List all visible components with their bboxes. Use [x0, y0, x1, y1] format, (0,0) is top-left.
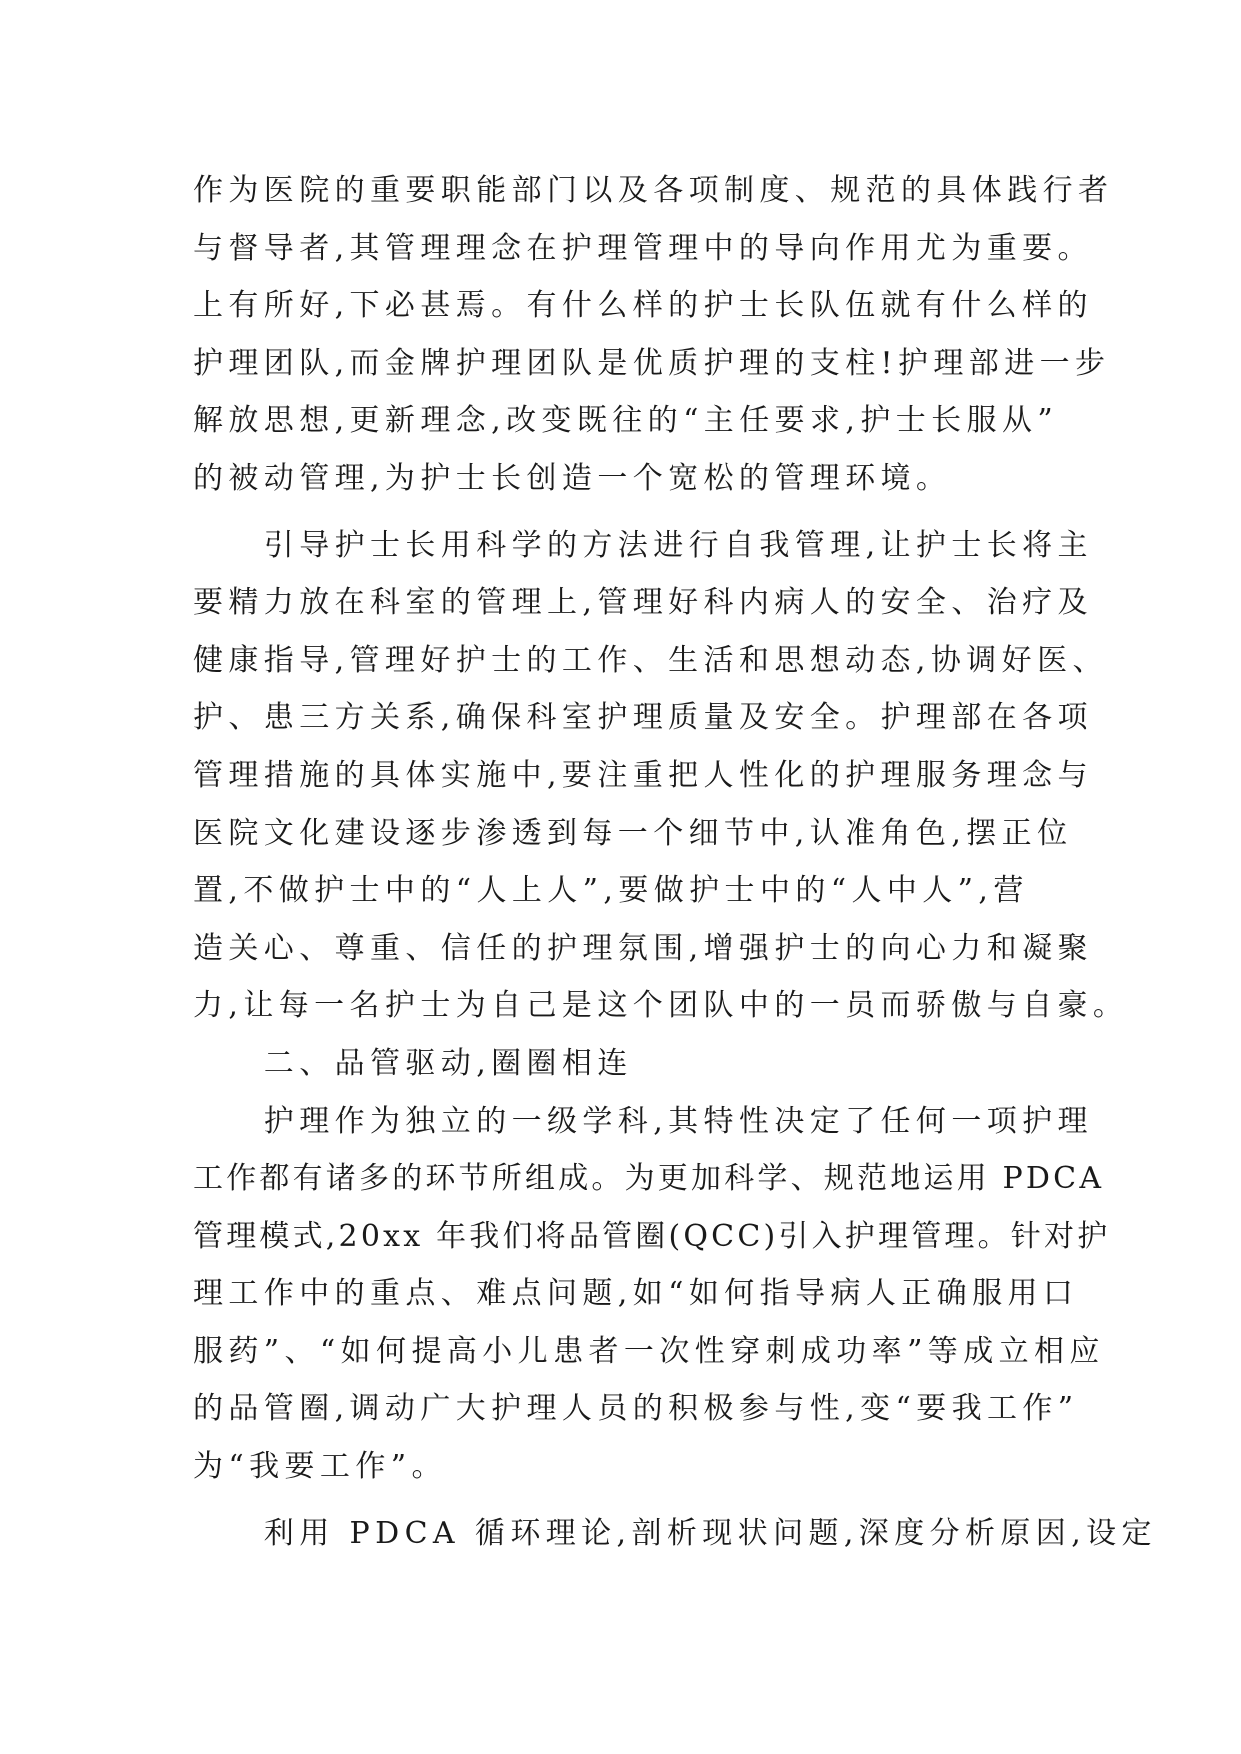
text-line: 管理模式,20xx 年我们将品管圈(QCC)引入护理管理。针对护: [193, 1218, 1111, 1254]
text-line: 置,不做护士中的“人上人”,要做护士中的“人中人”,营: [193, 873, 1029, 909]
paragraph-start-line: 利用 PDCA 循环理论,剖析现状问题,深度分析原因,设定: [193, 1515, 1157, 1551]
paragraph-start-line: 护理作为独立的一级学科,其特性决定了任何一项护理: [193, 1103, 1093, 1139]
text-line: 造关心、尊重、信任的护理氛围,增强护士的向心力和凝聚: [193, 930, 1093, 966]
text-line: 为“我要工作”。: [193, 1449, 447, 1485]
text-line: 医院文化建设逐步渗透到每一个细节中,认准角色,摆正位: [193, 815, 1073, 851]
text-line: 力,让每一名护士为自己是这个团队中的一员而骄傲与自豪。: [193, 988, 1129, 1024]
text-line: 管理措施的具体实施中,要注重把人性化的护理服务理念与: [193, 757, 1093, 793]
text-line: 服药”、“如何提高小儿患者一次性穿刺成功率”等成立相应: [193, 1333, 1105, 1369]
body-text: [193, 162, 1157, 1562]
section-heading: 二、品管驱动,圈圈相连: [193, 1045, 633, 1081]
text-line: 健康指导,管理好护士的工作、生活和思想动态,协调好医、: [193, 642, 1108, 678]
text-line: 解放思想,更新理念,改变既往的“主任要求,护士长服从”: [193, 403, 1059, 439]
paragraph-start-line: 引导护士长用科学的方法进行自我管理,让护士长将主: [193, 527, 1093, 563]
text-line: 护、患三方关系,确保科室护理质量及安全。护理部在各项: [193, 700, 1093, 736]
text-line: 要精力放在科室的管理上,管理好科内病人的安全、治疗及: [193, 585, 1093, 621]
text-line: 理工作中的重点、难点问题,如“如何指导病人正确服用口: [193, 1276, 1079, 1312]
text-line: 作为医院的重要职能部门以及各项制度、规范的具体践行者: [193, 173, 1114, 208]
text-line: 工作都有诸多的环节所组成。为更加科学、规范地运用 PDCA: [193, 1161, 1105, 1197]
text-line: 的品管圈,调动广大护理人员的积极参与性,变“要我工作”: [193, 1391, 1079, 1427]
text-line: 上有所好,下必甚焉。有什么样的护士长队伍就有什么样的: [193, 288, 1093, 324]
text-line: 的被动管理,为护士长创造一个宽松的管理环境。: [193, 460, 952, 496]
text-line: 与督导者,其管理理念在护理管理中的导向作用尤为重要。: [193, 230, 1093, 266]
text-line: 护理团队,而金牌护理团队是优质护理的支柱!护理部进一步: [193, 345, 1111, 381]
